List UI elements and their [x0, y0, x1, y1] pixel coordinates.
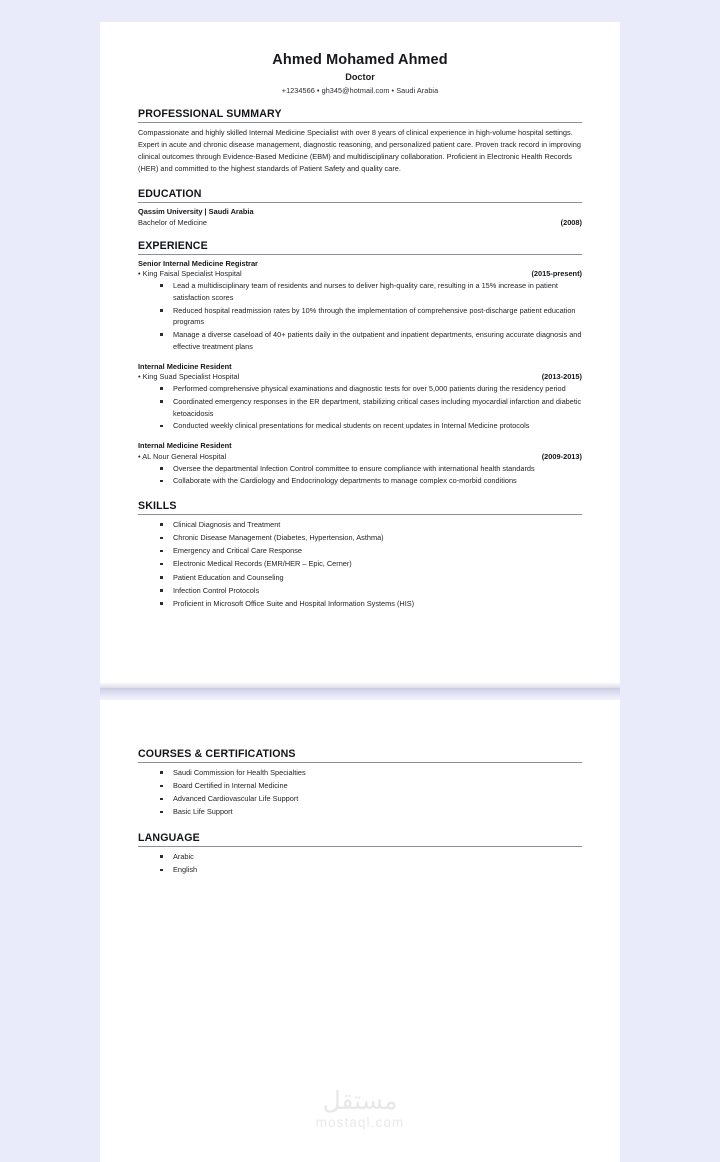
page-separator — [100, 688, 620, 700]
section-title-skills: SKILLS — [138, 500, 177, 513]
section-professional-summary — [138, 108, 582, 175]
job-meta-row — [138, 452, 582, 461]
job-title: Internal Medicine Resident — [138, 441, 232, 451]
watermark-domain: mostaql.com — [315, 1115, 405, 1131]
experience-entry — [138, 441, 582, 487]
job-title: Senior Internal Medicine Registrar — [138, 258, 258, 268]
job-achievement-item: Coordinated emergency responses in the ER department, stabilizing critical cases including myocardial infarction and diabetic ketoacidosis — [138, 396, 582, 420]
course-item: Advanced Cardiovascular Life Support — [138, 793, 582, 806]
skills-list — [138, 519, 582, 610]
resume-header — [138, 52, 582, 95]
section-divider — [138, 202, 582, 203]
section-skills — [138, 500, 582, 610]
course-item: Board Certified in Internal Medicine — [138, 780, 582, 793]
language-item: Arabic — [138, 851, 582, 864]
section-title-education: EDUCATION — [138, 187, 202, 200]
job-achievement-item: Conducted weekly clinical presentations for medical students on recent updates in Internal Medicine protocols — [138, 420, 582, 432]
job-company: • King Suad Specialist Hospital — [138, 372, 239, 381]
resume-page-1 — [100, 22, 620, 688]
section-title-courses-certifications: COURSES & CERTIFICATIONS — [138, 748, 296, 760]
section-courses-certifications — [138, 748, 582, 819]
experience-entry — [138, 259, 582, 353]
section-divider — [138, 514, 582, 515]
section-divider — [138, 254, 582, 255]
resume-page-2 — [100, 700, 620, 1162]
language-list — [138, 851, 582, 877]
section-title-experience: EXPERIENCE — [138, 239, 208, 252]
education-row — [138, 218, 582, 227]
job-company: • King Faisal Specialist Hospital — [138, 269, 242, 278]
job-achievement-list — [138, 280, 582, 353]
job-company: • AL Nour General Hospital — [138, 452, 226, 461]
job-achievement-item: Oversee the departmental Infection Control committee to ensure compliance with international health standards — [138, 463, 582, 475]
skill-item: Electronic Medical Records (EMR/HER – Epic, Cerner) — [138, 558, 582, 571]
watermark-arabic-logo: مستقل — [322, 1086, 398, 1115]
course-item: Saudi Commission for Health Specialties — [138, 767, 582, 780]
job-achievement-item: Manage a diverse caseload of 40+ patients daily in the outpatient and inpatient departments, ensuring accurate diagnosis and effective treatment plans — [138, 329, 582, 353]
language-item: English — [138, 864, 582, 877]
job-meta-row — [138, 269, 582, 278]
job-title: Internal Medicine Resident — [138, 361, 232, 371]
candidate-role: Doctor — [345, 72, 375, 82]
candidate-contact: +1234566 • gh345@hotmail.com • Saudi Arabia — [281, 86, 439, 95]
job-period: (2009-2013) — [541, 451, 582, 461]
skill-item: Clinical Diagnosis and Treatment — [138, 519, 582, 532]
skill-item: Emergency and Critical Care Response — [138, 545, 582, 558]
section-title-language: LANGUAGE — [138, 832, 200, 844]
section-divider — [138, 122, 582, 123]
skill-item: Chronic Disease Management (Diabetes, Hypertension, Asthma) — [138, 532, 582, 545]
professional-summary-text: Compassionate and highly skilled Internal Medicine Specialist with over 8 years of clinical experience in high-volume hospital settings. Expert in acute and chronic disease management, diagnostic reasoning, and personalized patient care. Proven track record in improving clinical outcomes through Evidence-Based Medicine (EBM) and multidisciplinary collaboration. Proficient in Electronic Health Records (HER) and committed to the highest standards of Patient Safety and quality care. — [138, 128, 581, 173]
section-divider — [138, 846, 582, 847]
job-achievement-item: Reduced hospital readmission rates by 10% through the implementation of comprehensive post-discharge patient education programs — [138, 305, 582, 329]
job-achievement-item: Collaborate with the Cardiology and Endocrinology departments to manage complex co-morbid conditions — [138, 475, 582, 487]
job-achievement-list — [138, 463, 582, 488]
education-school: Qassim University | Saudi Arabia — [138, 206, 254, 216]
job-achievement-list — [138, 383, 582, 432]
skill-item: Patient Education and Counseling — [138, 572, 582, 585]
candidate-name: Ahmed Mohamed Ahmed — [272, 52, 448, 68]
skill-item: Proficient in Microsoft Office Suite and Hospital Information Systems (HIS) — [138, 598, 582, 611]
section-divider — [138, 762, 582, 763]
experience-entry — [138, 362, 582, 433]
section-language — [138, 832, 582, 877]
job-period: (2013-2015) — [541, 372, 582, 382]
education-year: (2008) — [560, 217, 582, 227]
job-period: (2015-present) — [531, 269, 582, 279]
course-item: Basic Life Support — [138, 806, 582, 819]
job-achievement-item: Lead a multidisciplinary team of residents and nurses to deliver high-quality care, resulting in a 15% increase in patient satisfaction scores — [138, 280, 582, 304]
courses-list — [138, 767, 582, 819]
section-experience — [138, 240, 582, 488]
job-meta-row — [138, 372, 582, 381]
education-degree: Bachelor of Medicine — [138, 217, 208, 227]
skill-item: Infection Control Protocols — [138, 585, 582, 598]
job-achievement-item: Performed comprehensive physical examinations and diagnostic tests for over 5,000 patients during the residency period — [138, 383, 582, 395]
section-title-professional-summary: PROFESSIONAL SUMMARY — [138, 108, 282, 120]
section-education — [138, 188, 582, 227]
